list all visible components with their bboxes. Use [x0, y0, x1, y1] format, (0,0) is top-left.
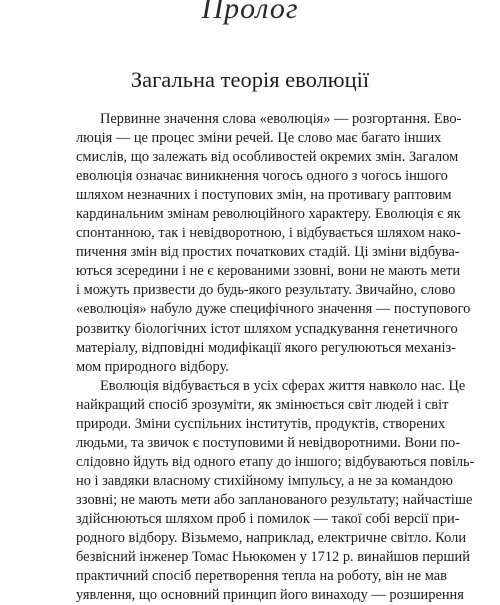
text-line: матеріалу, відповідні модифікації якого регулюються механіз-: [76, 339, 456, 356]
text-line: люція — це процес зміни речей. Це слово має багато інших: [76, 130, 442, 147]
text-line: пичення змін від простих початкових стадій. Ці зміни відбува-: [76, 244, 460, 261]
text-line: людьми, та звичок є поступовими й невідворотними. Вони по-: [76, 434, 461, 451]
text-line: практичний спосіб перетворення тепла на роботу, він не мав: [76, 568, 447, 585]
text-line: безвісний інженер Томас Ньюкомен у 1712 р. винайшов перший: [76, 549, 470, 566]
text-line: смислів, що залежать від особливостей окремих змін. Загалом: [76, 149, 459, 166]
chapter-title: Пролог: [201, 0, 299, 25]
text-line: і можуть призвести до будь-якого результату. Звичайно, слово: [76, 282, 456, 299]
text-line: ззовні; не мають мети або запланованого результату; найчастіше: [76, 491, 473, 508]
text-line: Еволюція відбувається в усіх сферах життя навколо нас. Це: [100, 377, 466, 394]
text-line: «еволюція» набуло дуже специфічного значення — поступового: [76, 301, 471, 318]
text-line: спонтанною, так і невідворотною, і відбувається шляхом нако-: [76, 225, 461, 242]
text-line: но і завдяки власному стихійному імпульсу, а не за командою: [76, 472, 453, 489]
text-line: шляхом незначних і поступових змін, на противагу раптовим: [76, 187, 452, 204]
text-line: уявлення, що основний принцип його винаходу — розширення: [76, 587, 464, 604]
text-line: слідовно йдуть від одного етапу до іншого; відбуваються повіль-: [76, 453, 475, 470]
text-line: найкращий спосіб зрозуміти, як змінюється світ людей і світ: [76, 396, 449, 413]
text-line: родного відбору. Візьмемо, наприклад, електричне світло. Коли: [76, 530, 467, 547]
paragraph-2: [76, 377, 475, 605]
text-line: еволюція означає виникнення чогось одного з чогось іншого: [76, 168, 448, 185]
text-line: здійснюються шляхом проб і помилок — такої собі версії при-: [76, 510, 460, 527]
text-line: Первинне значення слова «еволюція» — розгортання. Ево-: [100, 111, 462, 127]
text-line: мом природного відбору.: [76, 358, 229, 375]
text-line: ються зсередини і не є керованими ззовні, вони не мають мети: [76, 263, 461, 280]
section-heading: Загальна теорія еволюції: [130, 67, 370, 92]
text-line: природи. Зміни суспільних інститутів, продуктів, створених: [76, 415, 446, 432]
text-line: кардинальним змінам революційного характеру. Еволюція є як: [76, 206, 461, 223]
text-line: розвитку біологічних істот шляхом успадкування генетичного: [76, 320, 458, 337]
paragraph-1: [76, 110, 471, 377]
body-text: [76, 110, 475, 605]
